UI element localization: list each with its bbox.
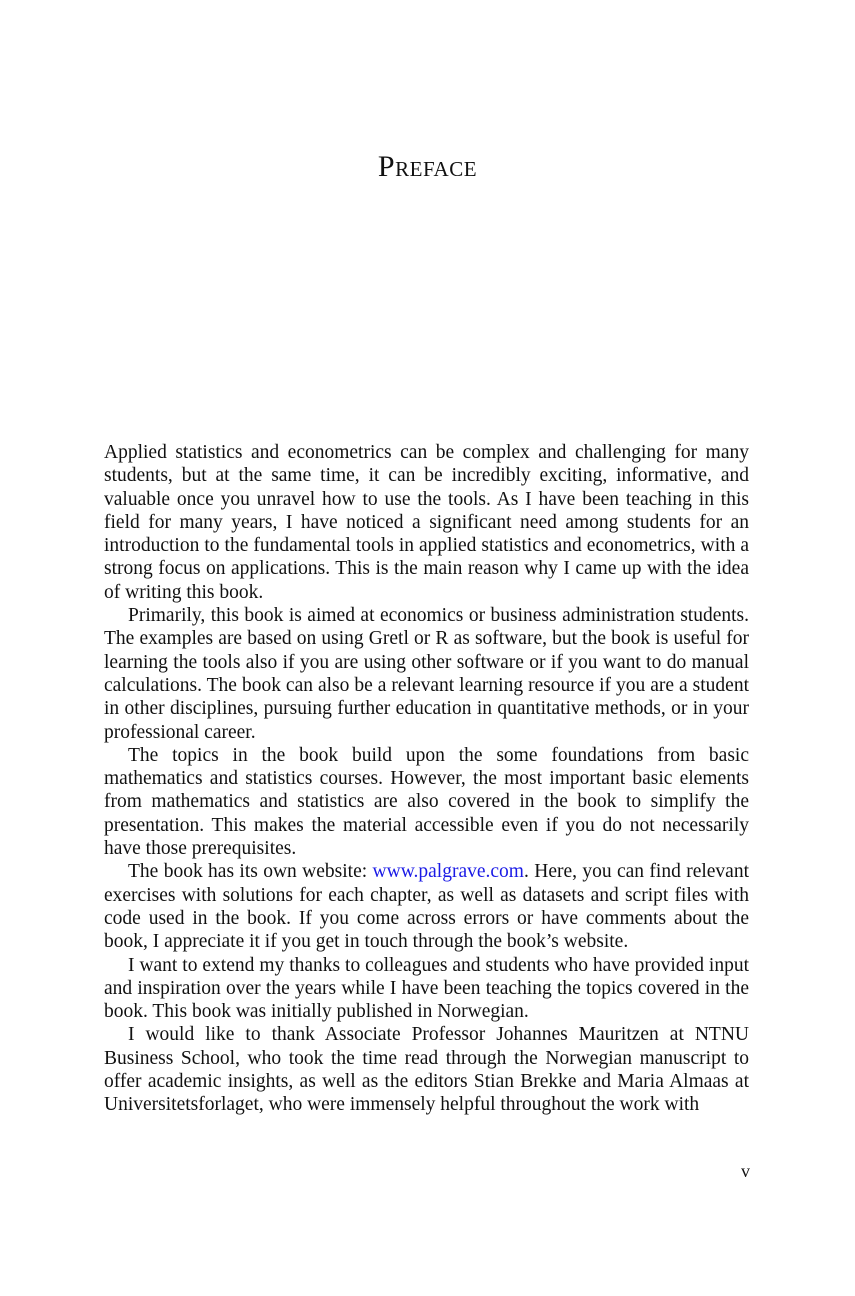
paragraph-2: Primarily, this book is aimed at economics or business administration students. The examples are based on using Gretl or R as software, but the book is useful for learning the tools also if you are using other software or if you want to do manual calculations. The book can also be a relevant learning resource if you are a student in other disciplines, pursuing further education in quantitative methods, or in your professional career. — [104, 605, 749, 743]
paragraph-1: Applied statistics and econometrics can be complex and challenging for many students, but at the same time, it can be incredibly exciting, informative, and valuable once you unravel how to use the tools. As I have been teaching in this field for many years, I have noticed a significant need among students for an introduction to the fundamental tools in applied statistics and econometrics, with a strong focus on applications. This is the main reason why I came up with the idea of writing this book. — [104, 442, 749, 603]
paragraph-4 — [104, 860, 749, 953]
paragraph-4-start: The book has its own website: — [128, 861, 373, 883]
preface-body — [104, 441, 749, 1117]
paragraph-3: The topics in the book build upon the some foundations from basic mathematics and statistics courses. However, the most important basic elements from mathematics and statistics are also covered in the book to simplify the presentation. This makes the material accessible even if you do not necessarily have those prerequisites. — [104, 744, 749, 860]
paragraph-4-end: . Here, you can find relevant exercises with solutions for each chapter, as well as datasets and script files with code used in the book. If you come across errors or have comments about the book, I appreciate it if you get in touch through the book’s website. — [104, 861, 749, 953]
page-number: v — [741, 1161, 750, 1181]
paragraph-6: I would like to thank Associate Professor Johannes Mauritzen at NTNU Business School, who took the time read through the Norwegian manuscript to offer academic insights, as well as the editors Stian Brekke and Maria Almaas at Universitetsforlaget, who were immensely helpful throughout the work with — [104, 1024, 749, 1116]
paragraph-5: I want to extend my thanks to colleagues and students who have provided input and inspiration over the years while I have been teaching the topics covered in the book. This book was initially published in Norwegian. — [104, 954, 749, 1023]
page-title: Preface — [377, 150, 478, 183]
website-link[interactable]: www.palgrave.com — [372, 861, 524, 883]
